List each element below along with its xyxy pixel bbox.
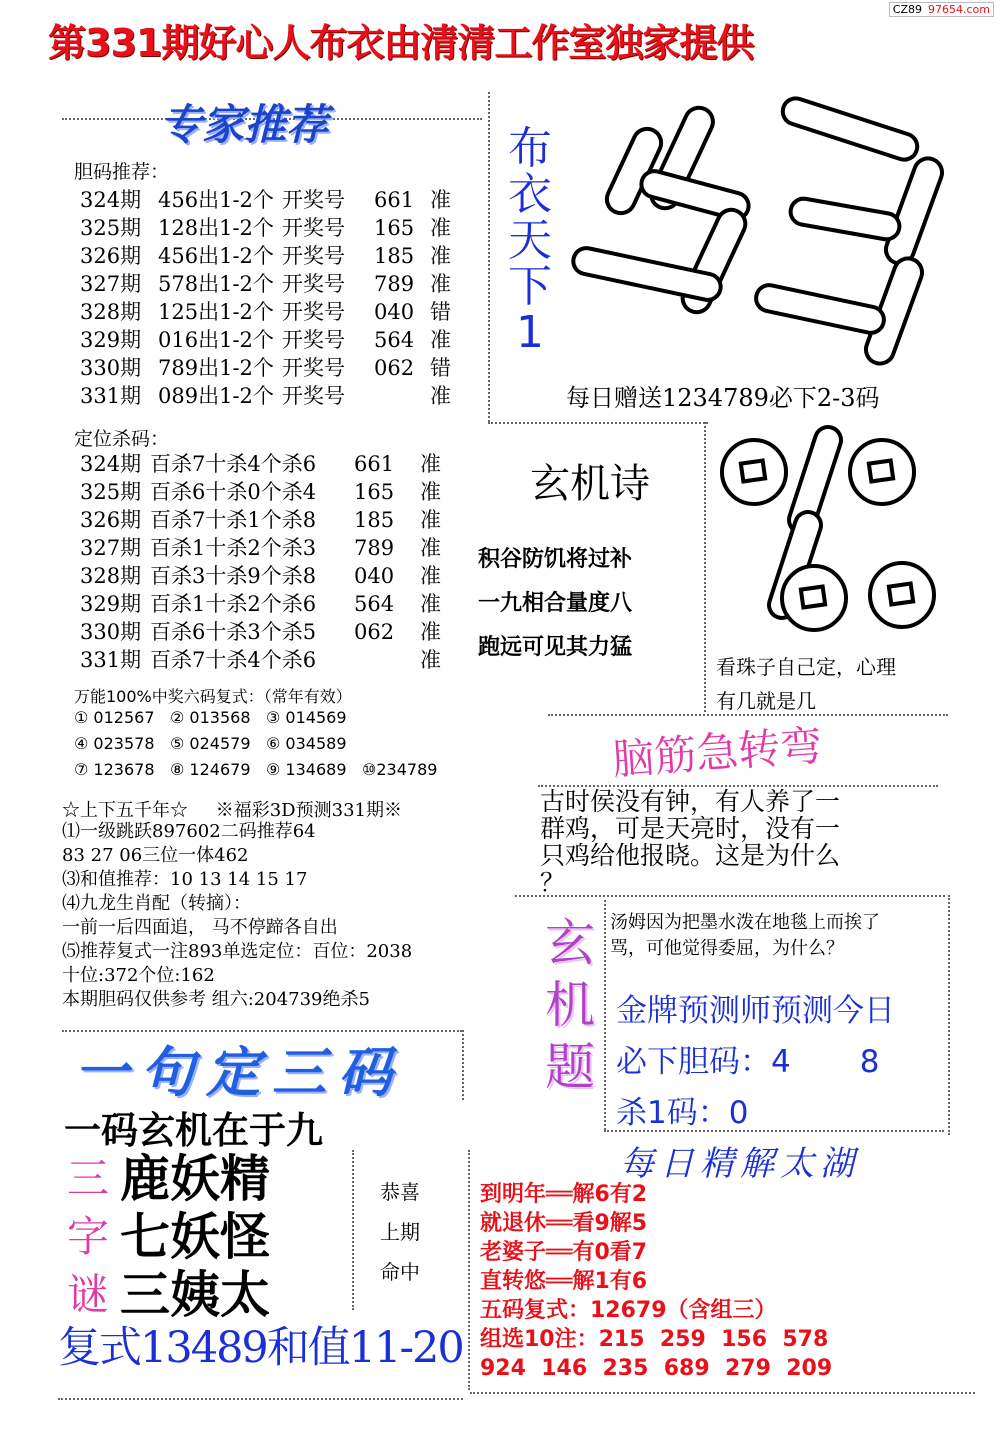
taihu-line: 老婆子══有0看7 — [480, 1240, 648, 1265]
taihu-heading: 每日精解太湖 — [620, 1144, 860, 1184]
dan-text: 125出1-2个 — [158, 300, 274, 324]
dan-text: 456出1-2个 — [158, 188, 274, 212]
divider — [352, 1150, 354, 1310]
kill-text: 百杀7十杀1个杀8 — [150, 508, 317, 532]
kill-text: 百杀6十杀0个杀4 — [150, 480, 317, 504]
beads-caption-line: 看珠子自己定，心理 — [716, 655, 896, 679]
dan-period: 325期 — [80, 216, 142, 240]
gold-line: 金牌预测师预测今日 — [616, 993, 895, 1029]
three-char-char: 谜 — [66, 1270, 109, 1319]
riddle-line: 群鸡，可是天亮时，没有一 — [540, 814, 841, 843]
three-char-line: 三姨太 — [120, 1265, 270, 1324]
dan-row — [0, 242, 480, 270]
dan-row — [0, 326, 480, 354]
divider — [58, 1398, 463, 1400]
gold-line: 杀1码：0 — [616, 1095, 749, 1131]
three-char-lines — [120, 1150, 270, 1324]
daily-gift: 每日赠送1234789必下2-3码 — [566, 384, 880, 412]
poem-line: 积谷防饥将过补 — [478, 547, 633, 572]
forecast-line: 83 27 06三位一体462 — [62, 845, 249, 866]
watermark-right: 97654.com — [928, 3, 990, 16]
kill-result: 准 — [420, 480, 441, 504]
kill-number: 040 — [354, 564, 395, 588]
xuanji-char: 机 — [545, 976, 595, 1034]
forecast-line: 十位:372个位:162 — [62, 965, 215, 986]
kill-period: 330期 — [80, 620, 142, 644]
forecast-line: ⑸推荐复式一注893单选定位：百位：2038 — [62, 941, 413, 962]
dan-number: 185 — [374, 244, 415, 268]
three-char-line: 七妖怪 — [120, 1207, 270, 1266]
taihu-line: 到明年══解6有2 — [480, 1182, 648, 1207]
dan-period: 329期 — [80, 328, 142, 352]
dan-row — [0, 298, 480, 326]
dan-label: 开奖号 — [282, 384, 345, 408]
kill-result: 准 — [420, 508, 441, 532]
taihu-line: 直转悠══解1有6 — [480, 1269, 648, 1294]
six-code: ⑧ 124679 — [170, 760, 251, 779]
dan-period: 324期 — [80, 188, 142, 212]
riddle-line: ？ — [540, 868, 566, 897]
divider — [488, 92, 490, 422]
dan-number: 564 — [374, 328, 415, 352]
divider — [604, 900, 606, 1130]
dan-result: 准 — [430, 328, 451, 352]
dan-row — [0, 270, 480, 298]
forecast-line: ⑶和值推荐：10 13 14 15 17 — [62, 869, 308, 890]
dan-row — [0, 354, 480, 382]
taihu-line: 五码复式：12679（含组三） — [480, 1298, 777, 1323]
dan-result: 准 — [430, 244, 451, 268]
expert-heading: 专家推荐 — [160, 100, 329, 149]
divider — [948, 895, 950, 1135]
dan-label: 开奖号 — [282, 244, 345, 268]
dan-label: 胆码推荐： — [74, 161, 170, 183]
gold-line: 必下胆码：4 8 — [616, 1044, 880, 1080]
dan-result: 错 — [430, 356, 451, 380]
big-number-53-graphic — [560, 86, 960, 386]
six-code: ④ 023578 — [74, 734, 155, 753]
dan-number: 165 — [374, 216, 415, 240]
kill-text: 百杀6十杀3个杀5 — [150, 620, 317, 644]
poem-heading: 玄机诗 — [530, 461, 650, 507]
dan-result: 准 — [430, 384, 451, 408]
dan-text: 128出1-2个 — [158, 216, 274, 240]
buyi-char: 下 — [508, 261, 552, 312]
kill-text: 百杀3十杀9个杀8 — [150, 564, 317, 588]
kill-period: 331期 — [80, 648, 142, 672]
poem-line: 一九相合量度八 — [478, 591, 633, 616]
kill-period: 328期 — [80, 564, 142, 588]
compound-line: 复式13489和值11-20 — [58, 1323, 463, 1373]
kill-result: 准 — [420, 592, 441, 616]
dan-text: 456出1-2个 — [158, 244, 274, 268]
dan-text: 578出1-2个 — [158, 272, 274, 296]
kill-row — [0, 590, 480, 618]
kill-text: 百杀1十杀2个杀3 — [150, 536, 317, 560]
six-code: ⑦ 123678 — [74, 760, 155, 779]
six-code: ① 012567 — [74, 708, 155, 727]
riddle-text — [540, 788, 840, 896]
six-code: ② 013568 — [170, 708, 251, 727]
xuanji-char: 玄 — [545, 914, 595, 972]
dan-label: 开奖号 — [282, 300, 345, 324]
kill-text: 百杀1十杀2个杀6 — [150, 592, 317, 616]
poem-lines — [478, 538, 632, 670]
buyi-vertical — [500, 123, 560, 358]
watermark — [889, 2, 994, 17]
taihu-lines — [480, 1180, 832, 1383]
dan-label: 开奖号 — [282, 328, 345, 352]
three-char-vertical — [60, 1150, 116, 1324]
xuanji-line: 汤姆因为把墨水泼在地毯上而挨了 — [610, 912, 880, 933]
divider — [704, 422, 706, 712]
dan-result: 准 — [430, 188, 451, 212]
forecast-header-right: ※福彩3D预测331期※ — [215, 800, 402, 821]
kill-number: 185 — [354, 508, 395, 532]
beads-caption-line: 有几就是几 — [716, 689, 816, 713]
buyi-char: 1 — [516, 307, 544, 358]
dan-period: 327期 — [80, 272, 142, 296]
xuanji-vertical — [538, 912, 602, 1098]
kill-period: 326期 — [80, 508, 142, 532]
riddle-heading: 脑筋急转弯 — [610, 720, 824, 785]
dan-text: 016出1-2个 — [158, 328, 274, 352]
six-code: ③ 014569 — [266, 708, 347, 727]
one-sentence-line: 一码玄机在于九 — [64, 1109, 323, 1152]
dan-row — [0, 186, 480, 214]
three-char-line: 鹿妖精 — [120, 1149, 270, 1208]
kill-row — [0, 506, 480, 534]
kill-result: 准 — [420, 536, 441, 560]
watermark-left: CZ89 — [892, 3, 923, 16]
riddle-line: 古时侯没有钟，有人养了一 — [540, 787, 841, 816]
three-char-char: 字 — [66, 1212, 109, 1261]
forecast-line: ⑴一级跳跃897602二码推荐64 — [62, 821, 316, 842]
kill-label: 定位杀码： — [74, 428, 170, 450]
dan-period: 326期 — [80, 244, 142, 268]
kill-period: 324期 — [80, 452, 142, 476]
kill-result: 准 — [420, 620, 441, 644]
three-char-note-line: 恭喜 — [380, 1180, 420, 1204]
dan-result: 准 — [430, 272, 451, 296]
three-char-note-line: 上期 — [380, 1220, 420, 1244]
kill-number: 789 — [354, 536, 395, 560]
taihu-line: 924 146 235 689 279 209 — [480, 1356, 833, 1381]
dan-number: 789 — [374, 272, 415, 296]
dan-number: 062 — [374, 356, 415, 380]
poem-line: 跑远可见其力猛 — [478, 635, 633, 660]
dan-row — [0, 214, 480, 242]
dan-period: 328期 — [80, 300, 142, 324]
kill-row — [0, 478, 480, 506]
dan-label: 开奖号 — [282, 356, 345, 380]
kill-result: 准 — [420, 648, 441, 672]
kill-number: 661 — [354, 452, 395, 476]
six-label: 万能100%中奖六码复式：（常年有效） — [74, 687, 352, 706]
forecast-header — [62, 796, 402, 822]
taihu-line: 组选10注：215 259 156 578 — [480, 1327, 829, 1352]
dan-number: 040 — [374, 300, 415, 324]
forecast-header-left: ☆上下五千年☆ — [62, 800, 188, 821]
kill-text: 百杀7十杀4个杀6 — [150, 648, 317, 672]
buyi-char: 天 — [508, 215, 552, 266]
xuanji-line: 骂，可他觉得委屈，为什么？ — [610, 938, 844, 959]
kill-period: 325期 — [80, 480, 142, 504]
dan-label: 开奖号 — [282, 188, 345, 212]
six-code: ⑤ 024579 — [170, 734, 251, 753]
kill-text: 百杀7十杀4个杀6 — [150, 452, 317, 476]
page-title: 第331期好心人布衣由清清工作室独家提供 — [48, 21, 754, 65]
six-code: ⑨ 134689 — [266, 760, 347, 779]
dan-period: 331期 — [80, 384, 142, 408]
divider — [468, 1150, 470, 1390]
one-sentence-heading: 一句定三码 — [74, 1041, 404, 1104]
dan-label: 开奖号 — [282, 216, 345, 240]
divider — [470, 1392, 975, 1394]
divider — [488, 422, 708, 424]
beads-caption — [716, 650, 896, 718]
kill-row — [0, 562, 480, 590]
kill-result: 准 — [420, 452, 441, 476]
riddle-line: 只鸡给他报晓。这是为什么 — [540, 841, 841, 870]
three-char-note-line: 命中 — [380, 1260, 420, 1284]
buyi-char: 衣 — [508, 169, 552, 220]
dan-number: 661 — [374, 188, 415, 212]
kill-row — [0, 450, 480, 478]
kill-period: 327期 — [80, 536, 142, 560]
dan-label: 开奖号 — [282, 272, 345, 296]
kill-row — [0, 646, 480, 674]
forecast-line: ⑷九龙生肖配（转摘）： — [62, 893, 251, 914]
kill-number: 062 — [354, 620, 395, 644]
kill-period: 329期 — [80, 592, 142, 616]
dan-period: 330期 — [80, 356, 142, 380]
dan-row — [0, 382, 480, 410]
six-code: ⑥ 034589 — [266, 734, 347, 753]
divider — [462, 1030, 464, 1100]
dan-result: 错 — [430, 300, 451, 324]
forecast-line: 一前一后四面追， 马不停蹄各自出 — [62, 917, 338, 938]
three-char-char: 三 — [66, 1154, 109, 1203]
beads-graphic — [712, 420, 957, 650]
forecast-lines — [62, 820, 412, 1012]
kill-number: 564 — [354, 592, 395, 616]
dan-text: 789出1-2个 — [158, 356, 274, 380]
xuanji-text — [610, 910, 880, 962]
kill-result: 准 — [420, 564, 441, 588]
buyi-char: 布 — [508, 123, 552, 174]
six-code: ⑩234789 — [362, 760, 438, 779]
gold-lines — [616, 986, 895, 1139]
xuanji-char: 题 — [545, 1038, 595, 1096]
kill-row — [0, 618, 480, 646]
kill-row — [0, 534, 480, 562]
kill-number: 165 — [354, 480, 395, 504]
taihu-line: 就退休══看9解5 — [480, 1211, 648, 1236]
big-number-text: 53 — [560, 86, 562, 87]
dan-result: 准 — [430, 216, 451, 240]
dan-text: 089出1-2个 — [158, 384, 274, 408]
forecast-line: 本期胆码仅供参考 组六:204739绝杀5 — [62, 989, 370, 1010]
three-char-note — [380, 1172, 420, 1292]
